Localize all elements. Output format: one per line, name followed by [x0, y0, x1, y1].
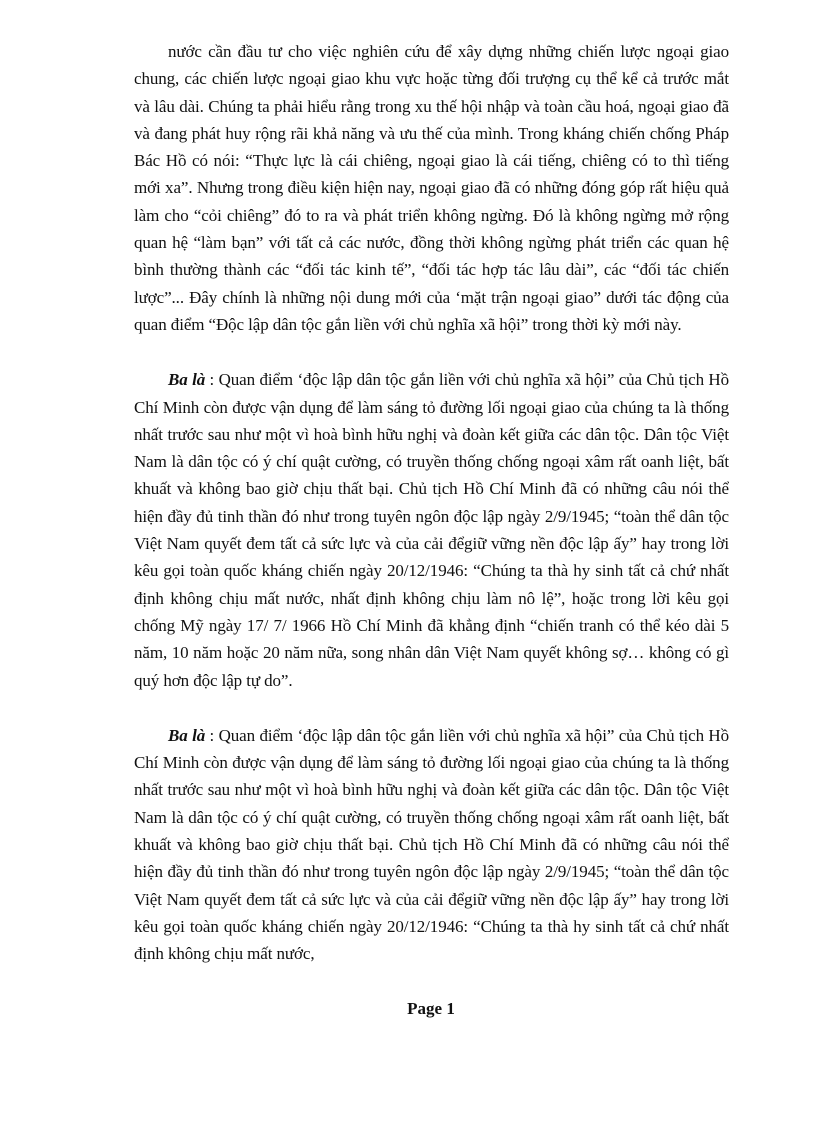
page-footer: Page 1: [407, 999, 455, 1018]
paragraph-3: [134, 722, 729, 968]
paragraph-2: [134, 366, 729, 694]
paragraph-2-text: : Quan điểm ‘độc lập dân tộc gắn liền với chủ nghĩa xã hội” của Chủ tịch Hồ Chí Minh còn được vận dụng để làm sáng tỏ đường lối ngoại giao của chúng ta là thống nhất trước sau như một vì hoà bình hữu nghị và đoàn kết giữa các dân tộc. Dân tộc Việt Nam là dân tộc có ý chí quật cường, có truyền thống chống ngoại xâm rất oanh liệt, bất khuất và không bao giờ chịu thất bại. Chủ tịch Hồ Chí Minh đã có những câu nói thể hiện đầy đủ tinh thần đó như trong tuyên ngôn độc lập ngày 2/9/1945; “toàn thể dân tộc Việt Nam quyết đem tất cả sức lực và của cải đểgiữ vững nền độc lập ấy” hay trong lời kêu gọi toàn quốc kháng chiến ngày 20/12/1946: “Chúng ta thà hy sinh tất cả chứ nhất định không chịu mất nước, nhất định không chịu làm nô lệ”, hoặc trong lời kêu gọi chống Mỹ ngày 17/ 7/ 1966 Hồ Chí Minh đã khẳng định “chiến tranh có thể kéo dài 5 năm, 10 năm hoặc 20 năm nữa, song nhân dân Việt Nam quyết không sợ… không có gì quý hơn độc lập tự do”.: [134, 370, 730, 690]
document-page: [134, 38, 729, 996]
paragraph-3-lead: Ba là: [168, 725, 206, 745]
paragraph-2-lead: Ba là: [168, 370, 206, 390]
paragraph-3-text: : Quan điểm ‘độc lập dân tộc gắn liền với chủ nghĩa xã hội” của Chủ tịch Hồ Chí Minh còn được vận dụng để làm sáng tỏ đường lối ngoại giao của chúng ta là thống nhất trước sau như một vì hoà bình hữu nghị và đoàn kết giữa các dân tộc. Dân tộc Việt Nam là dân tộc có ý chí quật cường, có truyền thống chống ngoại xâm rất oanh liệt, bất khuất và không bao giờ chịu thất bại. Chủ tịch Hồ Chí Minh đã có những câu nói thể hiện đầy đủ tinh thần đó như trong tuyên ngôn độc lập ngày 2/9/1945; “toàn thể dân tộc Việt Nam quyết đem tất cả sức lực và của cải đểgiữ vững nền độc lập ấy” hay trong lời kêu gọi toàn quốc kháng chiến ngày 20/12/1946: “Chúng ta thà hy sinh tất cả chứ nhất định không chịu mất nước,: [134, 725, 730, 964]
paragraph-1-text: nước cần đầu tư cho việc nghiên cứu để xây dựng những chiến lược ngoại giao chung, các chiến lược ngoại giao khu vực hoặc từng đối trượng cụ thể kể cả trước mắt và lâu dài. Chúng ta phải hiểu rằng trong xu thế hội nhập và toàn cầu hoá, ngoại giao đã và đang phát huy rộng rãi khả năng và ưu thế của mình. Trong kháng chiến chống Pháp Bác Hồ có nói: “Thực lực là cái chiêng, ngoại giao là cái tiếng, chiêng có to thì tiếng mới xa”. Nhưng trong điều kiện hiện nay, ngoại giao đã có những đóng góp rất hiệu quả làm cho “cỏi chiêng” đó to ra và phát triển không ngừng. Đó là không ngừng mở rộng quan hệ “làm bạn” với tất cả các nước, đồng thời không ngừng phát triển các quan hệ bình thường thành các “đối tác kinh tế”, “đối tác hợp tác lâu dài”, các “đối tác chiến lược”... Đây chính là những nội dung mới của ‘mặt trận ngoại giao” dưới tác động của quan điểm “Độc lập dân tộc gắn liền với chủ nghĩa xã hội” trong thời kỳ mới này.: [134, 42, 729, 334]
paragraph-1: [134, 38, 729, 338]
